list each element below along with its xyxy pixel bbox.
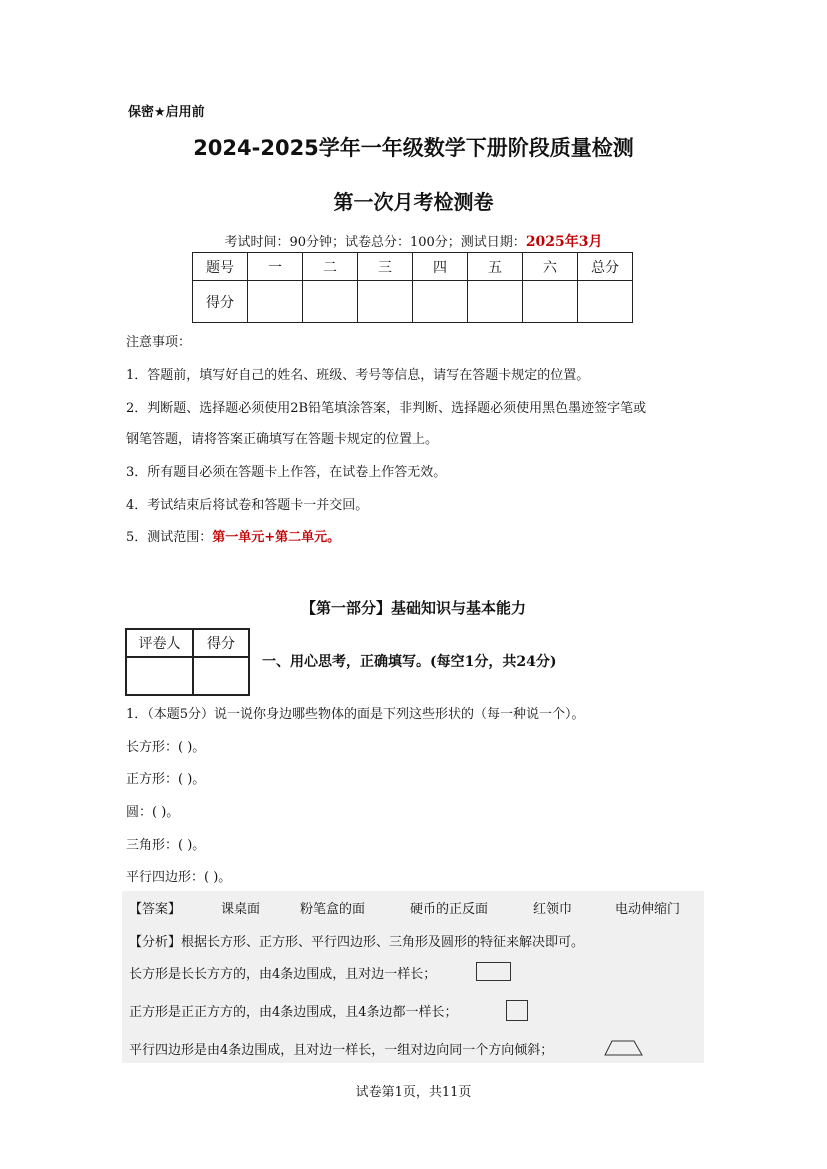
note-item-5 (126, 526, 340, 545)
score-input-cell[interactable] (358, 281, 413, 323)
grader-score-cell[interactable] (193, 657, 249, 695)
grader-score-label: 得分 (193, 629, 249, 657)
question-blank-rectangle: 长方形：( )。 (126, 740, 206, 755)
question-blank-square: 正方形：( )。 (126, 772, 206, 787)
question-blank-triangle: 三角形：( )。 (126, 838, 206, 853)
square-shape-icon (506, 1000, 528, 1021)
exam-date: 2025年3月 (525, 234, 603, 250)
answer-item: 粉笔盒的面 (300, 902, 366, 917)
notes-heading: 注意事项： (126, 335, 192, 350)
answer-item: 电动伸缩门 (615, 902, 681, 917)
question-blank-circle: 圆：( )。 (126, 805, 180, 820)
exam-subtitle: 第一次月考检测卷 (333, 190, 494, 214)
score-input-cell[interactable] (523, 281, 578, 323)
answer-label: 【答案】 (129, 902, 182, 917)
score-table-score-row (193, 281, 633, 323)
note-item-4: 4．考试结束后将试卷和答题卡一并交回。 (126, 498, 369, 513)
question-stem: 1．（本题5分）说一说你身边哪些物体的面是下列这些形状的（每一种说一个）。 (126, 707, 585, 722)
note-item-2-cont: 钢笔答题，请将答案正确填写在答题卡规定的位置上。 (126, 432, 439, 447)
score-cell: 题号 (193, 253, 248, 281)
answer-item: 课桌面 (221, 902, 261, 917)
question-blank-parallelogram: 平行四边形：( )。 (126, 870, 232, 885)
analysis-text: 【分析】根据长方形、正方形、平行四边形、三角形及圆形的特征来解决即可。 (129, 935, 585, 950)
exam-title: 2024-2025学年一年级数学下册阶段质量检测 (193, 136, 634, 160)
section-heading: 一、用心思考，正确填写。(每空1分，共24分) (262, 654, 557, 670)
score-input-cell[interactable] (413, 281, 468, 323)
rectangle-description: 长方形是长长方方的，由4条边围成，且对边一样长； (129, 967, 437, 982)
score-cell: 一 (248, 253, 303, 281)
score-cell: 二 (303, 253, 358, 281)
score-table (192, 252, 633, 323)
note-item-1: 1．答题前，填写好自己的姓名、班级、考号等信息，请写在答题卡规定的位置。 (126, 368, 590, 383)
answer-item: 红领巾 (533, 902, 573, 917)
answer-item: 硬币的正反面 (410, 902, 489, 917)
square-description: 正方形是正正方方的，由4条边围成，且4条边都一样长； (129, 1005, 458, 1020)
parallelogram-description: 平行四边形是由4条边围成，且对边一样长，一组对边向同一个方向倾斜； (129, 1043, 554, 1058)
exam-info-text: 考试时间：90分钟；试卷总分：100分；测试日期： (224, 235, 526, 250)
score-input-cell[interactable] (468, 281, 523, 323)
score-cell: 总分 (578, 253, 633, 281)
rectangle-shape-icon (476, 962, 511, 981)
part-title: 【第一部分】基础知识与基本能力 (300, 599, 526, 617)
parallelogram-shape-icon (604, 1040, 644, 1057)
score-input-cell[interactable] (578, 281, 633, 323)
grader-table (125, 628, 250, 696)
score-cell: 五 (468, 253, 523, 281)
grader-name-cell[interactable] (126, 657, 193, 695)
score-cell: 六 (523, 253, 578, 281)
test-scope: 第一单元+第二单元。 (212, 530, 341, 545)
grader-label: 评卷人 (126, 629, 193, 657)
score-cell: 三 (358, 253, 413, 281)
page-footer: 试卷第1页，共11页 (355, 1085, 472, 1100)
score-row-label: 得分 (193, 281, 248, 323)
score-input-cell[interactable] (248, 281, 303, 323)
exam-info (0, 231, 827, 251)
note-item-2: 2．判断题、选择题必须使用2B铅笔填涂答案，非判断、选择题必须使用黑色墨迹签字笔或 (126, 401, 647, 416)
score-cell: 四 (413, 253, 468, 281)
confidential-label: 保密★启用前 (128, 105, 205, 120)
score-table-header-row (193, 253, 633, 281)
score-input-cell[interactable] (303, 281, 358, 323)
note-item-3: 3．所有题目必须在答题卡上作答，在试卷上作答无效。 (126, 465, 447, 480)
note-item-5-prefix: 5．测试范围： (126, 530, 213, 545)
